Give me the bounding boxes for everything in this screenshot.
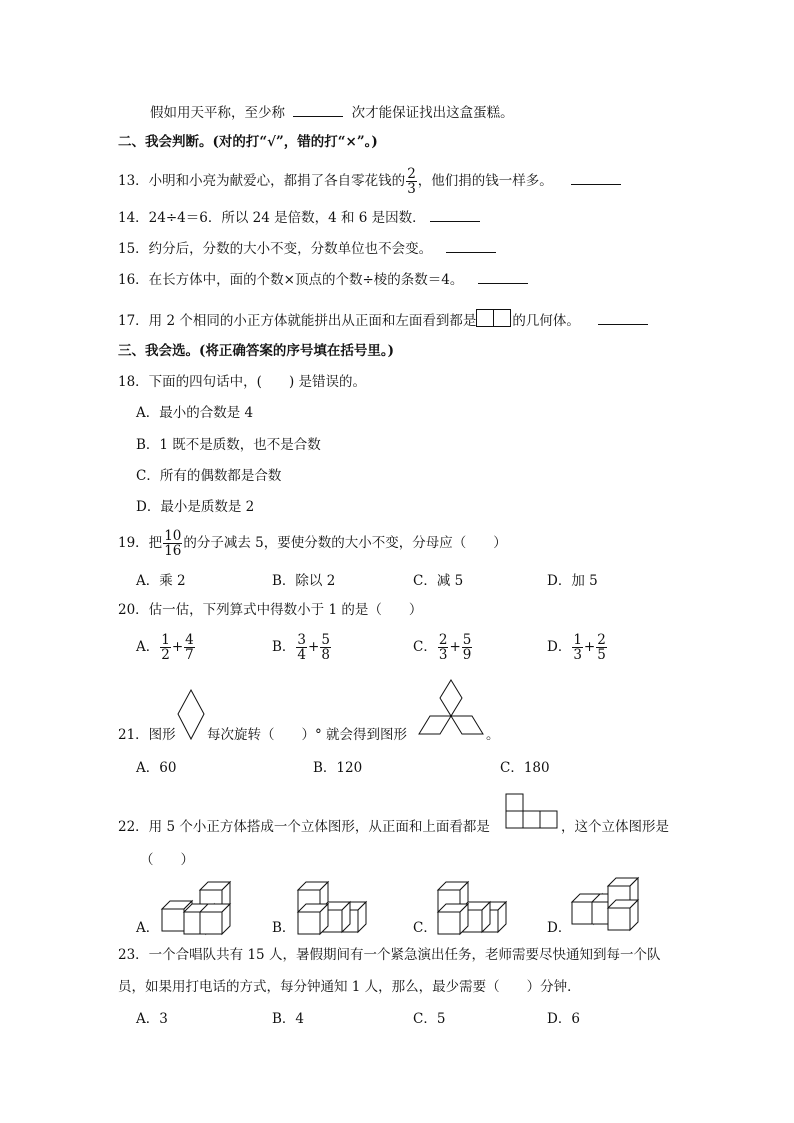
plus-sign: + [308, 639, 320, 655]
q20-b-fraction-2 [320, 633, 331, 662]
three-rhombus-figure [418, 678, 484, 738]
q15-text: 15．约分后，分数的大小不变，分数单位也不会变。 [118, 241, 433, 257]
q21-text-middle: 每次旋转（ ）° 就会得到图形 [207, 727, 408, 743]
cube [608, 900, 638, 930]
q20-option-d[interactable] [547, 632, 608, 662]
q13-answer-blank[interactable] [571, 170, 621, 185]
numerator: 5 [321, 632, 330, 648]
q20-option-a-label: A． [136, 639, 160, 655]
q13-fraction-numerator: 2 [407, 166, 416, 182]
q23-option-d[interactable]: D．6 [547, 1011, 580, 1027]
numerator: 1 [573, 632, 582, 648]
question-17 [118, 309, 648, 331]
cube [298, 904, 328, 934]
q22-option-d-cube-figure[interactable] [570, 876, 640, 934]
answer-blank[interactable] [293, 102, 343, 117]
carry-over-line [150, 102, 514, 123]
question-23-line-1: 23．一个合唱队共有 15 人，暑假期间有一个紧急演出任务，老师需要尽快通知到每一个队 [118, 947, 661, 963]
numerator: 2 [438, 632, 448, 648]
q20-a-fraction-2 [184, 633, 195, 662]
numerator: 2 [597, 632, 606, 648]
q20-option-b[interactable] [272, 632, 332, 662]
q20-c-fraction-2 [462, 633, 473, 662]
q17-answer-blank[interactable] [598, 310, 648, 325]
question-15 [118, 238, 496, 259]
q23-option-b[interactable]: B．4 [272, 1011, 305, 1027]
q20-d-fraction-1 [572, 633, 583, 662]
q22-option-c-label[interactable]: C． [413, 920, 437, 936]
q19-option-b[interactable]: B．除以 2 [272, 573, 336, 589]
denominator: 5 [597, 647, 606, 663]
q21-option-a[interactable]: A．60 [136, 760, 177, 776]
cube [438, 904, 468, 934]
q20-b-fraction-1 [296, 633, 307, 662]
plus-sign: + [171, 639, 184, 655]
numerator: 1 [161, 632, 170, 648]
denominator: 3 [438, 647, 448, 663]
carry-over-text-before: 假如用天平称，至少称 [150, 105, 285, 121]
q22-option-a-label[interactable]: A． [136, 920, 160, 936]
q19-fraction-denominator: 16 [164, 543, 182, 559]
question-18-stem: 18．下面的四句话中，( ) 是错误的。 [118, 374, 367, 390]
q18-option-a[interactable]: A．最小的合数是 4 [136, 405, 254, 421]
denominator: 2 [161, 647, 170, 663]
q22-paren[interactable]: （ ） [140, 852, 194, 868]
q22-option-a-cube-figure[interactable] [160, 880, 238, 936]
denominator: 3 [573, 647, 582, 663]
q22-option-b-label[interactable]: B． [272, 920, 296, 936]
q14-answer-blank[interactable] [430, 207, 480, 222]
q23-option-a[interactable]: A．3 [136, 1011, 168, 1027]
q21-option-b[interactable]: B．120 [313, 760, 363, 776]
question-20-stem: 20．估一估，下列算式中得数小于 1 的是（ ） [118, 602, 423, 618]
denominator: 8 [321, 647, 330, 663]
q20-option-d-label: D． [547, 639, 572, 655]
q18-option-d[interactable]: D．最小是质数是 2 [136, 499, 255, 515]
q17-text-before: 17．用 2 个相同的小正方体就能拼出从正面和左面看到都是 [118, 313, 477, 329]
q22-option-b-cube-figure[interactable] [296, 880, 374, 936]
q20-d-fraction-2 [596, 633, 607, 662]
q18-option-b[interactable]: B．1 既不是质数，也不是合数 [136, 437, 321, 453]
q19-option-d[interactable]: D．加 5 [547, 573, 598, 589]
q21-text-start: 21．图形 [118, 727, 176, 743]
denominator: 9 [462, 647, 472, 663]
q19-option-a[interactable]: A．乘 2 [136, 573, 186, 589]
q14-text: 14．24÷4＝6．所以 24 是倍数，4 和 6 是因数． [118, 210, 426, 226]
plus-sign: + [449, 639, 461, 655]
numerator: 3 [297, 632, 307, 648]
carry-over-text-after: 次才能保证找出这盒蛋糕。 [351, 105, 514, 121]
q21-text-end: 。 [486, 727, 500, 743]
question-14 [118, 207, 480, 228]
q17-text-after: 的几何体。 [512, 313, 580, 329]
q20-option-c-label: C． [413, 639, 437, 655]
two-squares-view-figure [476, 309, 512, 327]
question-23-line-2: 员，如果用打电话的方式，每分钟通知 1 人，那么，最少需要（ ）分钟． [118, 979, 581, 995]
q20-option-c[interactable] [413, 632, 473, 662]
q15-answer-blank[interactable] [446, 238, 496, 253]
q22-text-after: ，这个立体图形是 [561, 819, 669, 835]
q19-fraction [163, 529, 182, 558]
cube [200, 904, 230, 934]
q13-text-after: ，他们捐的钱一样多。 [417, 173, 553, 189]
front-top-view-figure [505, 793, 561, 831]
q13-fraction [406, 167, 417, 196]
q20-a-fraction-1 [160, 633, 171, 662]
numerator: 4 [185, 632, 194, 648]
question-13 [118, 167, 621, 196]
q22-text-before: 22．用 5 个小正方体搭成一个立体图形，从正面和上面看都是 [118, 819, 490, 835]
q19-text-after: 的分子减去 5，要使分数的大小不变，分母应（ ） [183, 535, 507, 551]
denominator: 7 [185, 647, 194, 663]
q18-option-c[interactable]: C．所有的偶数都是合数 [136, 468, 282, 484]
question-19-stem [118, 528, 507, 558]
q21-option-c[interactable]: C．180 [500, 760, 550, 776]
rhombus-figure [176, 689, 206, 741]
q13-text-before: 13．小明和小亮为献爱心，都捐了各自零花钱的 [118, 173, 406, 189]
q16-answer-blank[interactable] [478, 269, 528, 284]
q13-fraction-denominator: 3 [407, 181, 416, 197]
q23-option-c[interactable]: C．5 [413, 1011, 446, 1027]
section-3-title: 三、我会选。(将正确答案的序号填在括号里。) [118, 343, 395, 359]
q22-option-c-cube-figure[interactable] [436, 880, 514, 936]
q16-text: 16．在长方体中，面的个数×顶点的个数÷棱的条数＝4。 [118, 272, 464, 288]
q20-option-b-label: B． [272, 639, 296, 655]
denominator: 4 [297, 647, 307, 663]
question-16 [118, 269, 528, 290]
section-2-title: 二、我会判断。(对的打“√”，错的打“×”。) [118, 134, 378, 150]
q19-fraction-numerator: 10 [164, 528, 182, 544]
q20-option-a[interactable] [136, 632, 196, 662]
numerator: 5 [462, 632, 472, 648]
q20-c-fraction-1 [438, 633, 449, 662]
q19-text-before: 19．把 [118, 535, 163, 551]
q19-option-c[interactable]: C．减 5 [413, 573, 464, 589]
q22-option-d-label[interactable]: D． [547, 920, 572, 936]
plus-sign: + [583, 639, 596, 655]
